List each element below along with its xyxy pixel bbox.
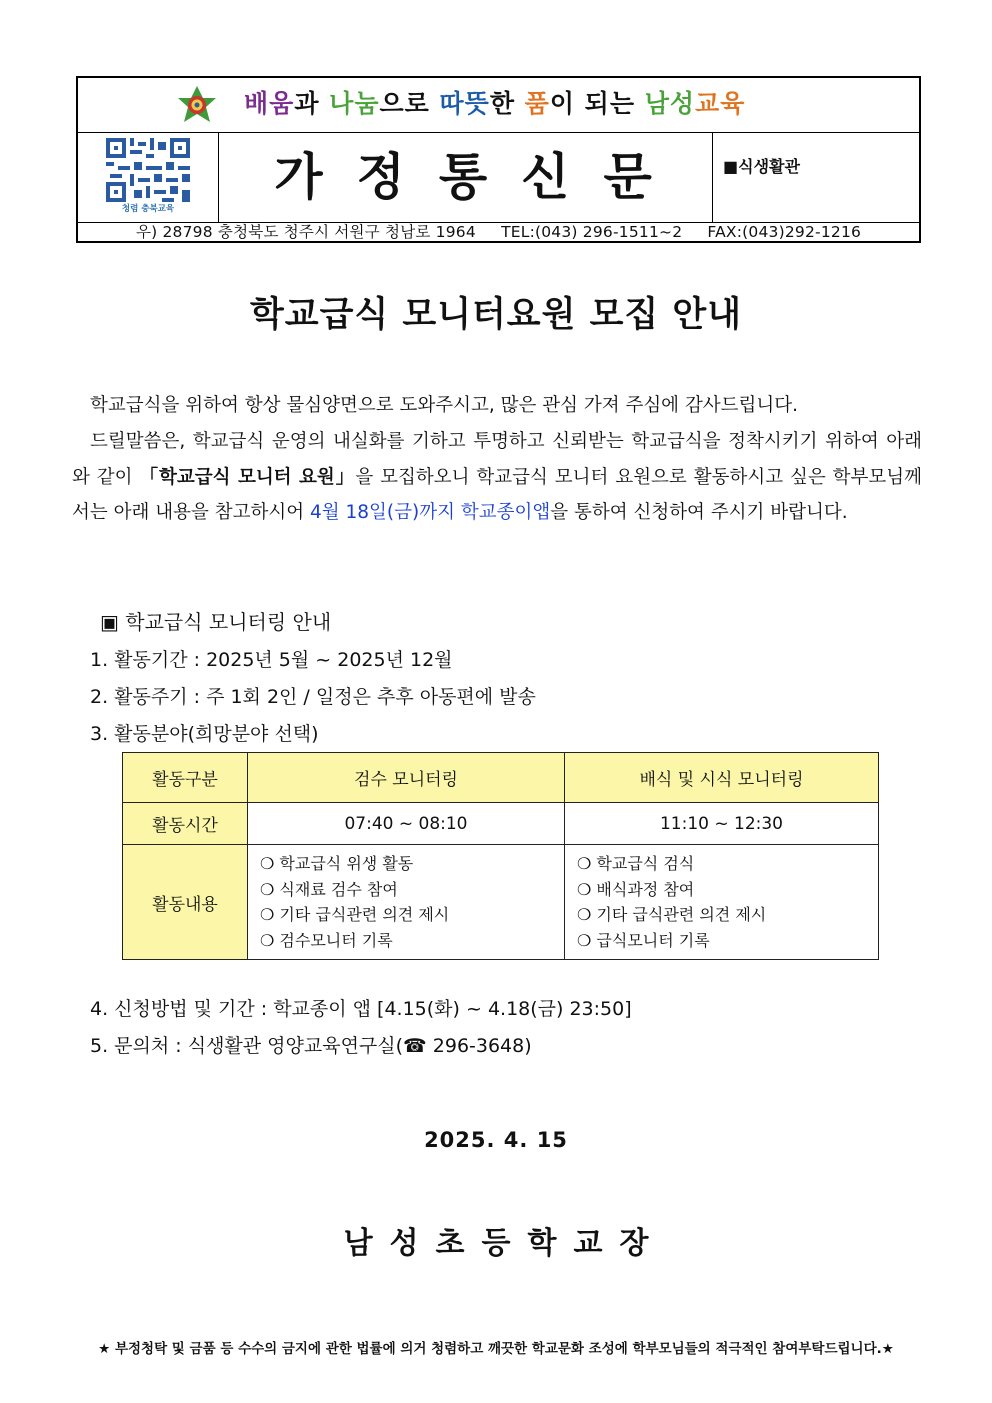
issue-date: 2025. 4. 15 [424,1128,568,1152]
slogan-row [78,78,919,133]
main-paragraph-text-1: 드릴말씀은, 학교급식 운영의 내실화를 기하고 투명하고 신뢰받는 학교급식을 정착시키기 위하여 아래와 같이 [72,431,922,488]
qr-code-icon [106,138,190,202]
school-emblem-icon [176,84,218,126]
slogan-segment: 배움 [244,89,295,118]
slogan-segment: 으로 [379,89,440,118]
deadline-highlight: 4월 18일(금)까지 학교종이앱 [309,502,551,523]
info-list-top [90,642,536,753]
qr-caption: 청렴 충북교육 [121,204,175,214]
table-cell: 07:40 ~ 08:10 [248,803,565,845]
info-list-bottom [90,991,632,1065]
table-label-cell: 활동내용 [123,845,248,960]
slogan-segment: 한 [489,89,525,118]
list-item: ❍ 급식모니터 기록 [577,930,710,950]
slogan-segment: 남성 [644,89,695,118]
footer-notice: ★ 부정청탁 및 금품 등 수수의 금지에 관한 법률에 의거 청렴하고 깨끗한 학교문화 조성에 학부모님들의 적극적인 참여부탁드립니다.★ [98,1341,894,1357]
document-title: 학교급식 모니터요원 모집 안내 [249,295,743,335]
title-cell [218,132,713,222]
table-cell: 11:10 ~ 12:30 [565,803,879,845]
table-row [123,753,879,803]
table-row [123,845,879,960]
slogan-segment: 교육 [695,89,746,118]
department-label: ■식생활관 [723,157,800,176]
table-row [123,803,879,845]
list-item: ❍ 기타 급식관련 의견 제시 [260,905,450,924]
contact-row [78,222,919,243]
newsletter-header [76,76,921,243]
program-name: 「학교급식 모니터 요원」 [139,466,356,488]
telephone: TEL:(043) 296-1511~2 [501,223,683,241]
list-item: ❍ 학교급식 검식 [577,854,695,873]
list-item: 1. 활동기간 : 2025년 5월 ~ 2025년 12월 [90,649,453,671]
principal-signature: 남성초등학교장 [343,1226,666,1261]
title-row [78,132,919,223]
section-heading: ▣ 학교급식 모니터링 안내 [100,610,332,634]
main-paragraph-text-3: 을 통하여 신청하여 주시기 바랍니다. [550,502,848,523]
table-cell [248,845,565,960]
table-header-cell: 배식 및 시식 모니터링 [565,753,879,803]
slogan-segment: 과 [294,89,330,118]
list-item: ❍ 학교급식 위생 활동 [260,854,414,873]
activity-table [122,752,879,960]
greeting-paragraph: 학교급식을 위하여 항상 물심양면으로 도와주시고, 많은 관심 가져 주심에 감사드립니다. [90,395,799,416]
list-item: ❍ 검수모니터 기록 [260,930,393,950]
slogan-segment: 품 [524,89,550,118]
qr-cell [78,132,219,222]
list-item: 2. 활동주기 : 주 1회 2인 / 일정은 추후 아동편에 발송 [90,686,536,708]
list-item: 4. 신청방법 및 기간 : 학교종이 앱 [4.15(화) ~ 4.18(금) 23:50] [90,998,632,1020]
fax: FAX:(043)292-1216 [707,223,862,241]
list-item: 3. 활동분야(희망분야 선택) [90,723,319,745]
table-header-cell: 검수 모니터링 [248,753,565,803]
list-item: ❍ 기타 급식관련 의견 제시 [577,905,767,924]
main-paragraph [72,424,922,531]
list-item: 5. 문의처 : 식생활관 영양교육연구실(☎ 296-3648) [90,1035,532,1057]
school-slogan [244,84,745,124]
newsletter-title: 가정통신문 [274,147,686,206]
table-header-cell: 활동구분 [123,753,248,803]
table-cell [565,845,879,960]
address: 우) 28798 충청북도 청주시 서원구 청남로 1964 [135,223,476,241]
main-paragraph-text-2: 을 모집하오니 학교급식 모니터 요원으로 활동하시고 싶은 학부모님께서는 아래 내용을 참고하시어 [72,466,922,523]
table-label-cell: 활동시간 [123,803,248,845]
slogan-segment: 따뜻 [439,89,490,118]
list-item: ❍ 배식과정 참여 [577,879,695,899]
slogan-segment: 나눔 [329,89,380,118]
slogan-segment: 이 되는 [549,89,645,118]
list-item: ❍ 식재료 검수 참여 [260,879,398,899]
